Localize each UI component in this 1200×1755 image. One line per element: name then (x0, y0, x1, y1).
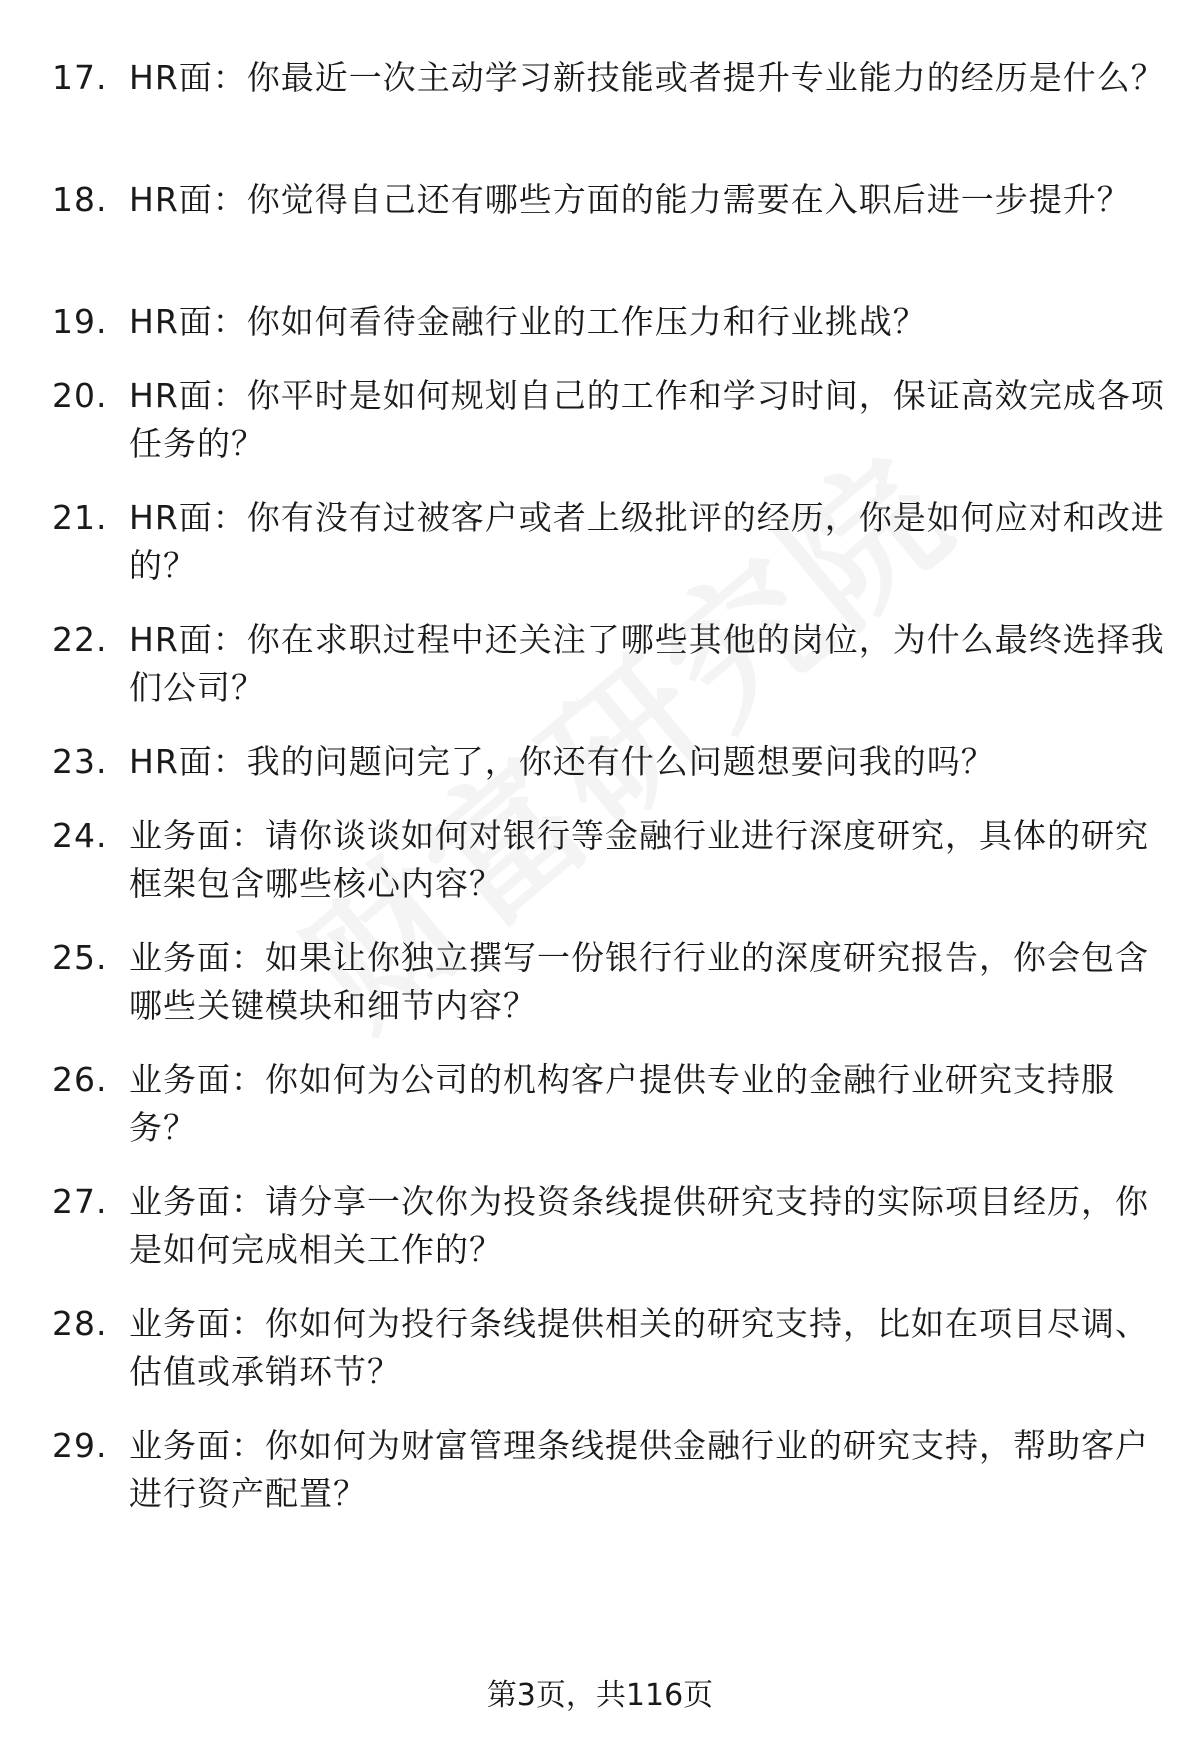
question-item-27 (0, 1178, 1200, 1274)
question-number: 27. (52, 1182, 108, 1221)
question-number: 21. (52, 498, 108, 537)
question-number: 19. (52, 302, 108, 341)
question-item-17 (0, 54, 1200, 150)
question-text: 业务面：你如何为投行条线提供相关的研究支持，比如在项目尽调、估值或承销环节？ (129, 1304, 1149, 1391)
question-text: 业务面：你如何为财富管理条线提供金融行业的研究支持，帮助客户进行资产配置？ (129, 1426, 1149, 1513)
question-item-19 (0, 298, 1200, 346)
question-text: 业务面：请分享一次你为投资条线提供研究支持的实际项目经历，你是如何完成相关工作的？ (129, 1182, 1149, 1269)
question-text: HR面：你最近一次主动学习新技能或者提升专业能力的经历是什么？ (129, 58, 1165, 97)
question-number: 23. (52, 742, 108, 781)
question-item-25 (0, 934, 1200, 1030)
question-text: HR面：你觉得自己还有哪些方面的能力需要在入职后进一步提升？ (129, 180, 1131, 219)
question-item-21 (0, 494, 1200, 590)
question-number: 29. (52, 1426, 108, 1465)
question-text: HR面：我的问题问完了，你还有什么问题想要问我的吗？ (129, 742, 995, 781)
question-list (0, 54, 1200, 1544)
page-number-footer: 第3页，共116页 (486, 1678, 714, 1713)
question-item-24 (0, 812, 1200, 908)
question-number: 20. (52, 376, 108, 415)
question-item-18 (0, 176, 1200, 272)
question-item-23 (0, 738, 1200, 786)
question-number: 25. (52, 938, 108, 977)
question-number: 17. (52, 58, 108, 97)
question-text: HR面：你平时是如何规划自己的工作和学习时间，保证高效完成各项任务的？ (129, 376, 1165, 463)
question-number: 22. (52, 620, 108, 659)
question-number: 26. (52, 1060, 108, 1099)
question-text: HR面：你如何看待金融行业的工作压力和行业挑战？ (129, 302, 927, 341)
question-text: HR面：你有没有过被客户或者上级批评的经历，你是如何应对和改进的？ (129, 498, 1165, 585)
question-text: 业务面：如果让你独立撰写一份银行行业的深度研究报告，你会包含哪些关键模块和细节内容？ (129, 938, 1149, 1025)
question-item-20 (0, 372, 1200, 468)
question-text: 业务面：你如何为公司的机构客户提供专业的金融行业研究支持服务？ (129, 1060, 1115, 1147)
question-number: 18. (52, 180, 108, 219)
question-item-29 (0, 1422, 1200, 1518)
question-number: 24. (52, 816, 108, 855)
question-item-22 (0, 616, 1200, 712)
question-text: HR面：你在求职过程中还关注了哪些其他的岗位，为什么最终选择我们公司？ (129, 620, 1165, 707)
question-item-28 (0, 1300, 1200, 1396)
question-text: 业务面：请你谈谈如何对银行等金融行业进行深度研究，具体的研究框架包含哪些核心内容？ (129, 816, 1149, 903)
question-number: 28. (52, 1304, 108, 1343)
question-item-26 (0, 1056, 1200, 1152)
